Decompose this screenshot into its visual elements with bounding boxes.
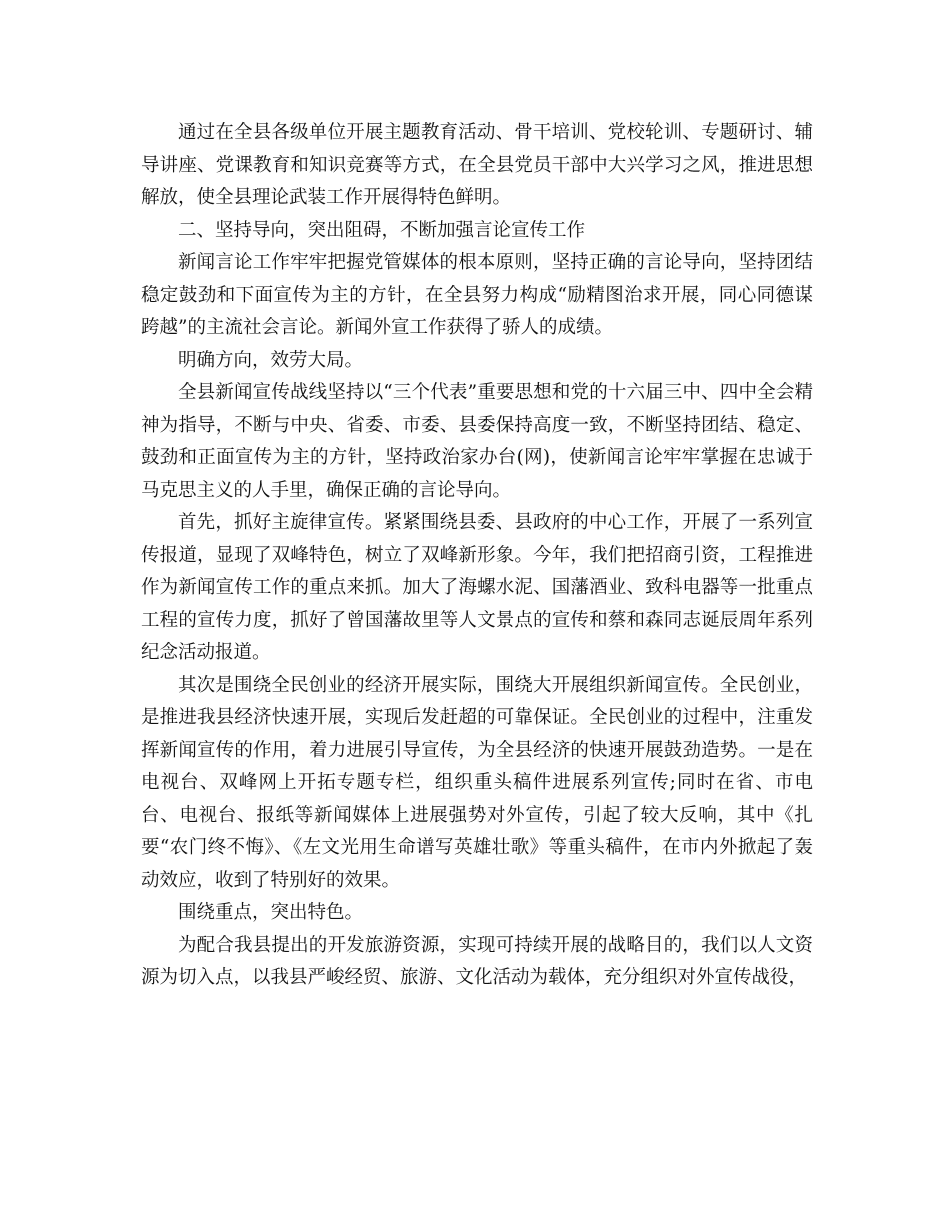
- document-body: [141, 117, 813, 995]
- paragraph-main-theme-publicity: 首先，抓好主旋律宣传。紧紧围绕县委、县政府的中心工作，开展了一系列宣传报道，显现了双峰特色，树立了双峰新形象。今年，我们把招商引资，工程推进作为新闻宣传工作的重点来抓。加大了海螺水泥、国藩酒业、致科电器等一批重点工程的宣传力度，抓好了曾国藩故里等人文景点的宣传和蔡和森同志诞辰周年系列纪念活动报道。: [141, 512, 813, 663]
- subheading-clear-direction: 明确方向，效劳大局。: [178, 349, 364, 371]
- paragraph-tourism-publicity: 为配合我县提出的开发旅游资源，实现可持续开展的战略目的，我们以人文资源为切入点，以我县严峻经贸、旅游、文化活动为载体，充分组织对外宣传战役，: [141, 934, 813, 988]
- paragraph-news-opinion-work: 新闻言论工作牢牢把握党管媒体的根本原则，坚持正确的言论导向，坚持团结稳定鼓劲和下面宣传为主的方针，在全县努力构成“励精图治求开展，同心同德谋跨越”的主流社会言论。新闻外宣工作获得了骄人的成绩。: [141, 252, 813, 338]
- paragraph-news-front-guidance: 全县新闻宣传战线坚持以“三个代表”重要思想和党的十六届三中、四中全会精神为指导，不断与中央、省委、市委、县委保持高度一致，不断坚持团结、稳定、鼓劲和正面宣传为主的方针，坚持政治家办台(网)，使新闻言论牢牢掌握在忠诚于马克思主义的人手里，确保正确的言论导向。: [141, 382, 813, 501]
- subheading-focus-highlights: 围绕重点，突出特色。: [178, 902, 364, 923]
- section-heading-public-opinion: 二、坚持导向，突出阻碍，不断加强言论宣传工作: [178, 219, 586, 241]
- paragraph-theory-education: 通过在全县各级单位开展主题教育活动、骨干培训、党校轮训、专题研讨、辅导讲座、党课教育和知识竞赛等方式，在全县党员干部中大兴学习之风，推进思想解放，使全县理论武装工作开展得特色鲜明。: [141, 122, 813, 208]
- paragraph-entrepreneurship-publicity: 其次是围绕全民创业的经济开展实际，围绕大开展组织新闻宣传。全民创业，是推进我县经济快速开展，实现后发赶超的可靠保证。全民创业的过程中，注重发挥新闻宣传的作用，着力进展引导宣传，为全县经济的快速开展鼓劲造势。一是在电视台、双峰网上开拓专题专栏，组织重头稿件进展系列宣传;同时在省、市电台、电视台、报纸等新闻媒体上进展强势对外宣传，引起了较大反响，其中《扎要“农门终不悔》、《左文光用生命谱写英雄壮歌》等重头稿件，在市内外掀起了轰动效应，收到了特别好的效果。: [141, 674, 813, 891]
